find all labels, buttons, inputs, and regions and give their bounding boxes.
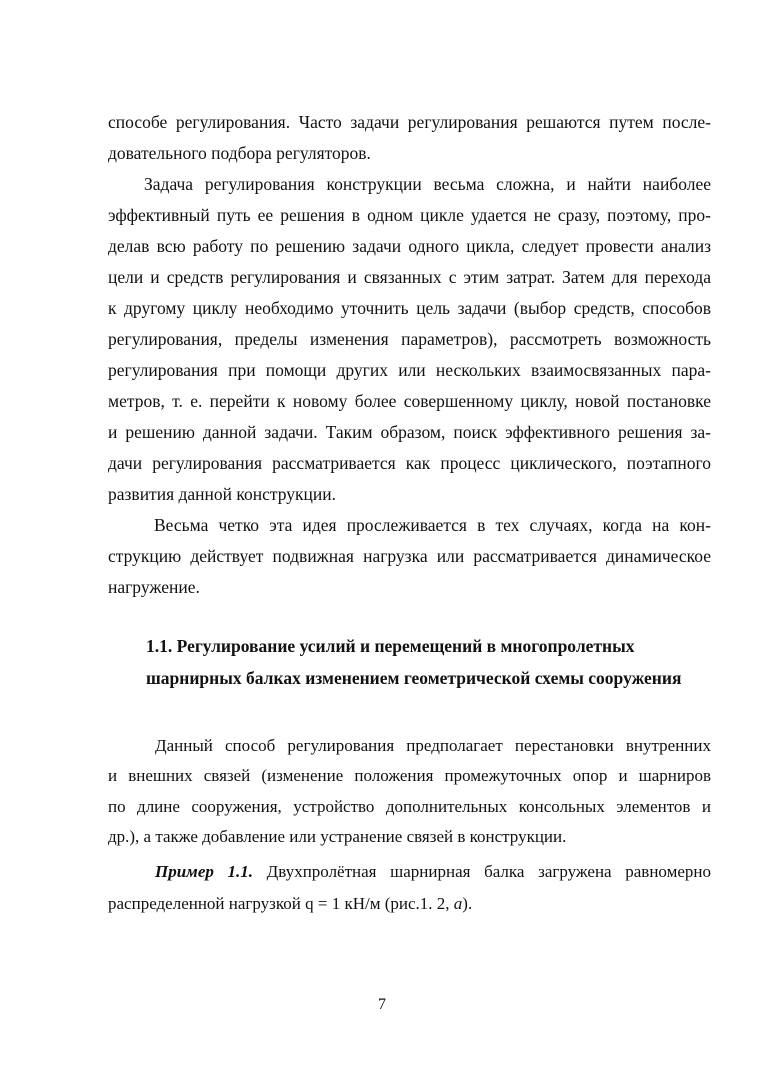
section-heading-line2: шарнирных балках изменением геометрической схемы сооружения xyxy=(146,668,682,688)
text-line: по длине сооружения, устройство дополнительных консольных элементов и xyxy=(108,797,711,816)
example-text: распределенной нагрузкой q = 1 кН/м (рис.1. 2, xyxy=(108,894,454,913)
example-label: Пример 1.1. xyxy=(155,862,254,881)
section-heading-line1: 1.1. Регулирование усилий и перемещений в многопролетных xyxy=(146,636,635,656)
text-line: струкцию действует подвижная нагрузка или рассматривается динамическое xyxy=(108,546,711,566)
text-line: и решению данной задачи. Таким образом, поиск эффективного решения за- xyxy=(108,422,711,442)
text-line: метров, т. е. перейти к новому более совершенному циклу, новой постановке xyxy=(108,391,711,411)
text-line: нагружение. xyxy=(108,577,200,597)
text-line: довательного подбора регуляторов. xyxy=(108,143,371,163)
text-line: регулирования при помощи других или нескольких взаимосвязанных пара- xyxy=(108,360,711,380)
text-line: способе регулирования. Часто задачи регулирования решаются путем после- xyxy=(108,112,711,132)
text-line: эффективный путь ее решения в одном цикле удается не сразу, поэтому, про- xyxy=(108,205,711,225)
text-line: развития данной конструкции. xyxy=(108,484,336,504)
example-text: ). xyxy=(462,894,473,913)
text-line: цели и средств регулирования и связанных с этим затрат. Затем для перехода xyxy=(108,267,711,287)
page-number: 7 xyxy=(378,996,386,1013)
example-text: Двухпролётная шарнирная балка загружена равномерно xyxy=(253,862,711,881)
text-line: к другому циклу необходимо уточнить цель задачи (выбор средств, способов xyxy=(108,298,711,318)
text-line: Задача регулирования конструкции весьма сложна, и найти наиболее xyxy=(144,174,711,194)
figure-ref-italic: а xyxy=(453,894,463,913)
text-line: регулирования, пределы изменения параметров), рассмотреть возможность xyxy=(108,329,711,349)
text-line: делав всю работу по решению задачи одного цикла, следует провести анализ xyxy=(108,236,711,256)
text-line: и внешних связей (изменение положения промежуточных опор и шарниров xyxy=(108,766,711,785)
text-line: Данный способ регулирования предполагает перестановки внутренних xyxy=(155,736,711,755)
example-line-2 xyxy=(108,893,711,915)
text-line: дачи регулирования рассматривается как процесс циклического, поэтапного xyxy=(108,453,711,473)
example-line-1 xyxy=(155,861,711,883)
text-line: Весьма четко эта идея прослеживается в тех случаях, когда на кон- xyxy=(154,515,711,535)
text-line: др.), а также добавление или устранение связей в конструкции. xyxy=(108,827,567,846)
